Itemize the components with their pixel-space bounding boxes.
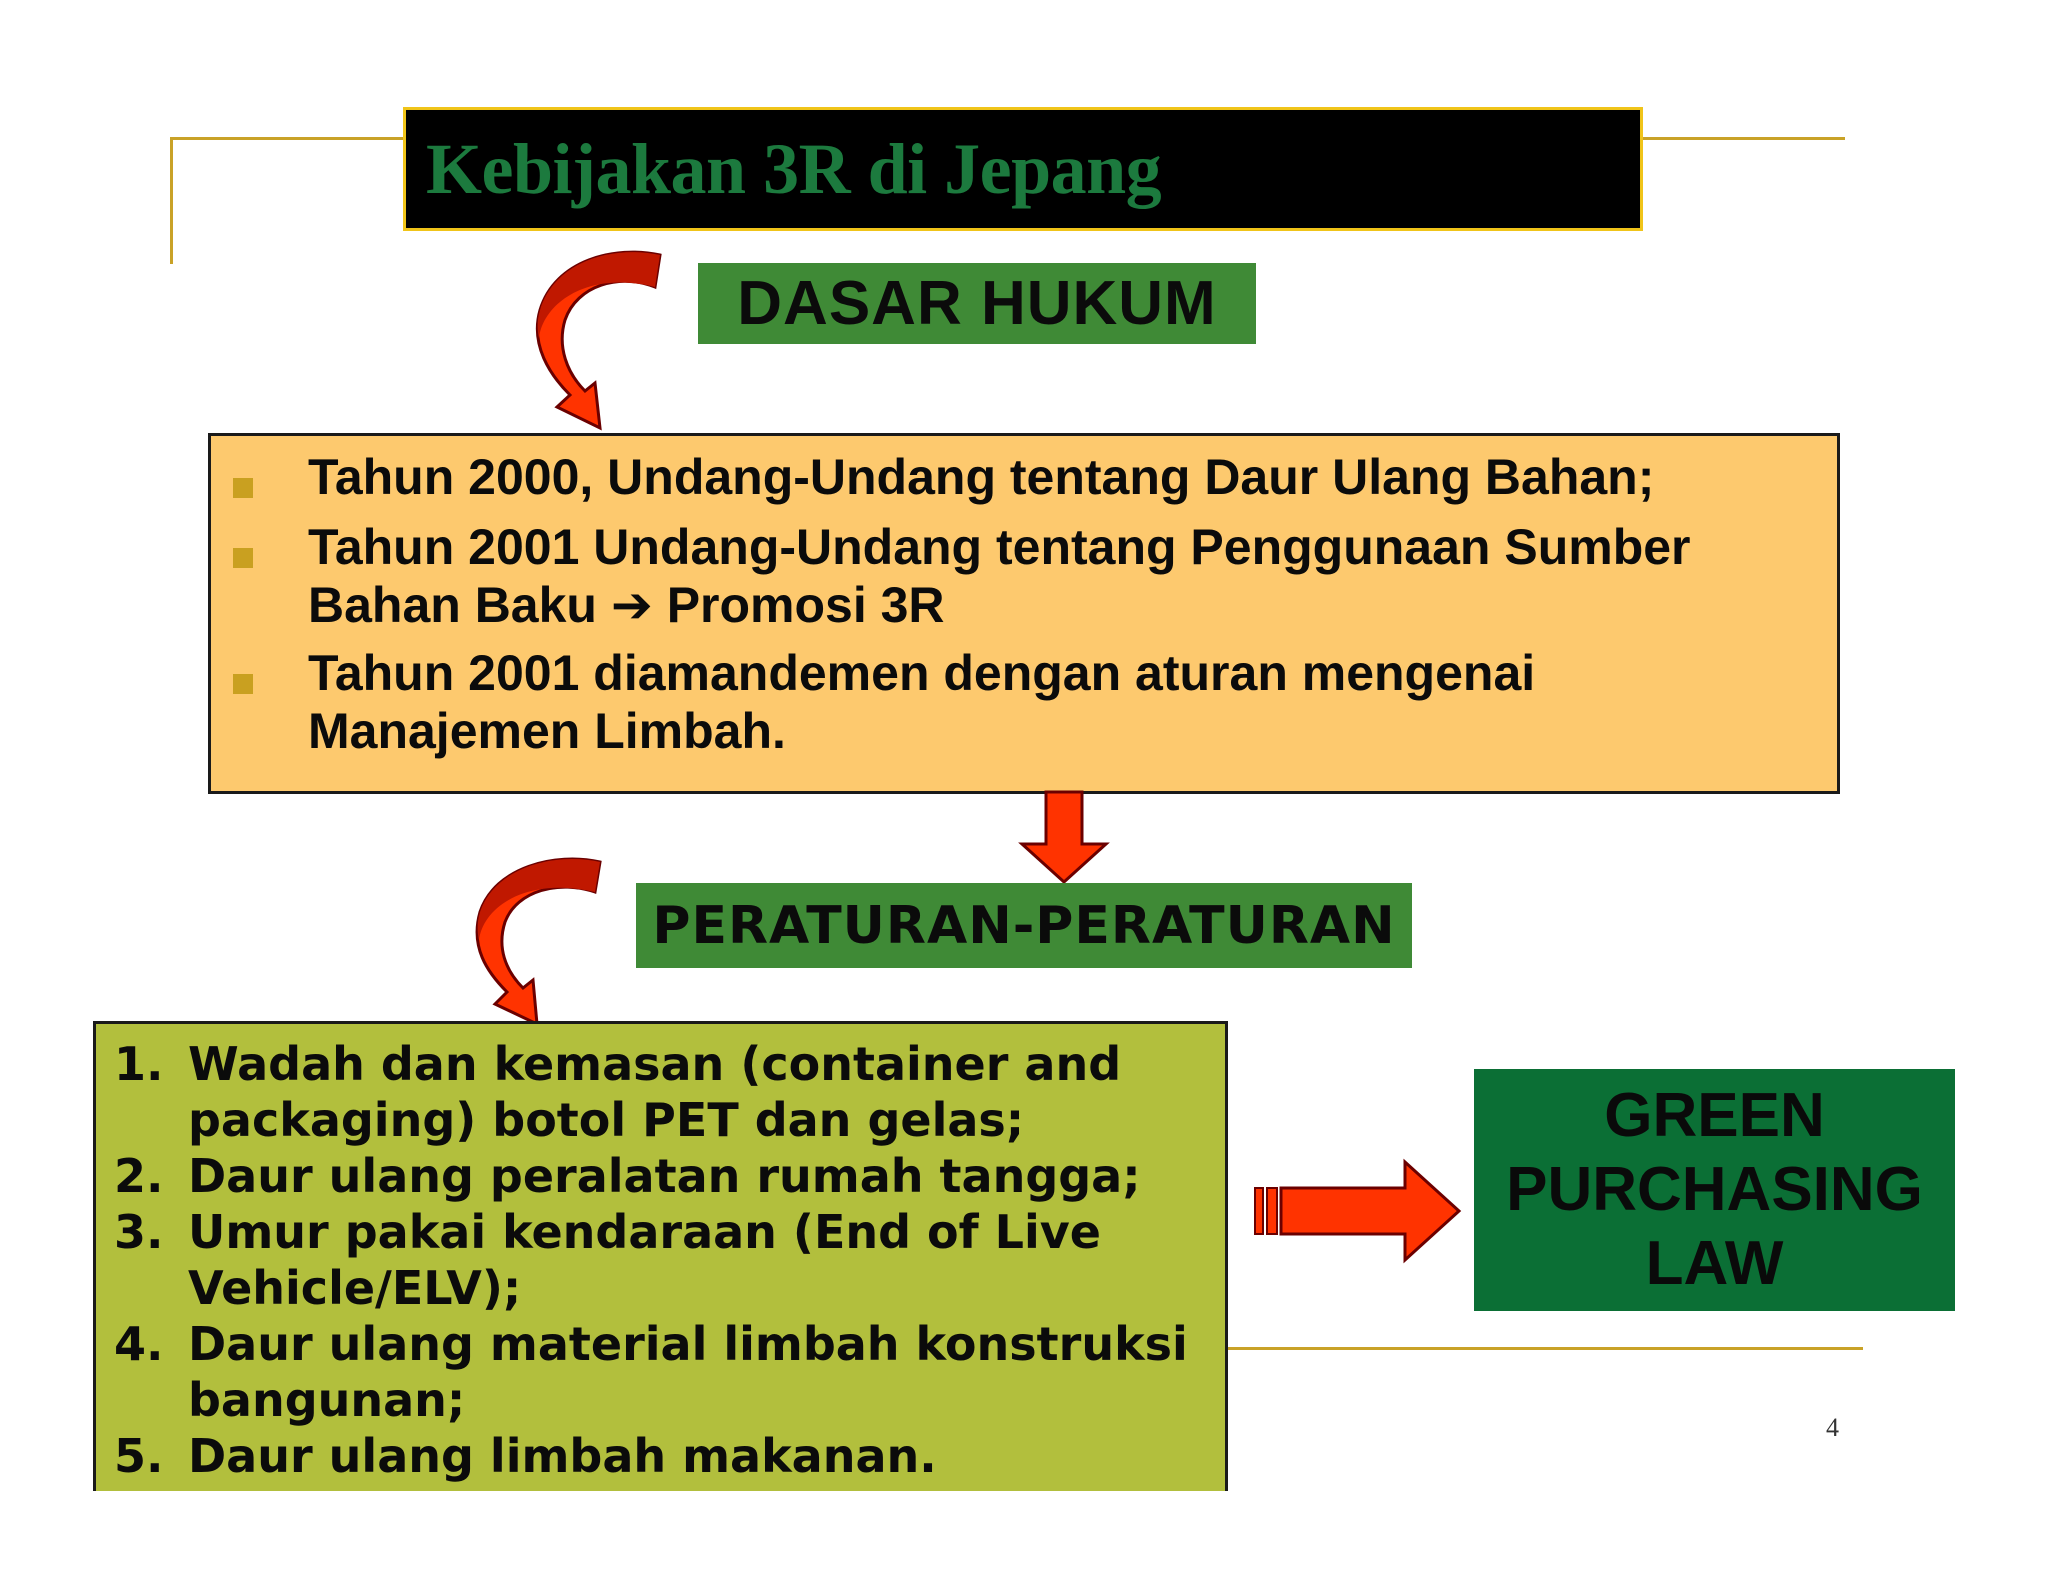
- list-item: [233, 518, 1817, 634]
- list-text-line2: packaging) botol PET dan gelas;: [188, 1093, 1025, 1147]
- list-number: 1.: [114, 1037, 164, 1091]
- dasar-hukum-label: DASAR HUKUM: [698, 263, 1256, 344]
- list-text: Wadah dan kemasan (container and: [188, 1037, 1122, 1091]
- frame-line-left-vertical: [170, 137, 173, 264]
- bullet-text: Tahun 2001 diamandemen dengan aturan mengenai: [308, 645, 1536, 701]
- green-purchasing-law-box: [1474, 1069, 1955, 1311]
- frame-line-top-left: [170, 137, 405, 140]
- bullet-text-line2: Manajemen Limbah.: [308, 703, 786, 759]
- gp-line: GREEN: [1604, 1081, 1825, 1150]
- striped-right-arrow-icon: [1253, 1160, 1463, 1262]
- list-text: Umur pakai kendaraan (End of Live: [188, 1205, 1101, 1259]
- bullet-square-icon: [233, 478, 253, 498]
- list-text: Daur ulang limbah makanan.: [188, 1429, 937, 1483]
- list-number: 4.: [114, 1317, 164, 1371]
- right-arrow-icon: ➔: [610, 576, 653, 634]
- list-number: 3.: [114, 1205, 164, 1259]
- list-number: 5.: [114, 1429, 164, 1483]
- list-text-line2: Vehicle/ELV);: [188, 1261, 522, 1315]
- bullet-text: Tahun 2001 Undang-Undang tentang Penggunaan Sumber: [308, 519, 1691, 575]
- peraturan-box: [93, 1021, 1228, 1491]
- bullet-text-line2: [308, 576, 1817, 634]
- bullet-text: Tahun 2000, Undang-Undang tentang Daur Ulang Bahan;: [308, 449, 1655, 505]
- list-item: [233, 644, 1817, 760]
- list-text-line2: bangunan;: [188, 1373, 466, 1427]
- bullet-square-icon: [233, 548, 253, 568]
- title-banner: [403, 107, 1643, 231]
- frame-line-top-right: [1643, 137, 1845, 140]
- page-title: Kebijakan 3R di Jepang: [426, 128, 1162, 209]
- dasar-hukum-box: [208, 433, 1840, 794]
- list-number: 2.: [114, 1149, 164, 1203]
- list-text: Daur ulang peralatan rumah tangga;: [188, 1149, 1141, 1203]
- page-number: 4: [1826, 1413, 1839, 1442]
- gp-line: PURCHASING: [1506, 1155, 1923, 1224]
- down-arrow-icon: [1018, 790, 1110, 886]
- frame-line-bottom: [1228, 1347, 1863, 1350]
- bullet-text-part: Bahan Baku: [308, 577, 597, 633]
- curved-arrow-2-icon: [455, 852, 615, 1032]
- peraturan-label: PERATURAN-PERATURAN: [636, 883, 1412, 968]
- list-text: Daur ulang material limbah konstruksi: [188, 1317, 1188, 1371]
- bullet-text-part: Promosi 3R: [666, 577, 945, 633]
- curved-arrow-1-icon: [515, 245, 675, 435]
- bullet-square-icon: [233, 674, 253, 694]
- gp-line: LAW: [1645, 1229, 1784, 1298]
- list-item: [233, 448, 1817, 508]
